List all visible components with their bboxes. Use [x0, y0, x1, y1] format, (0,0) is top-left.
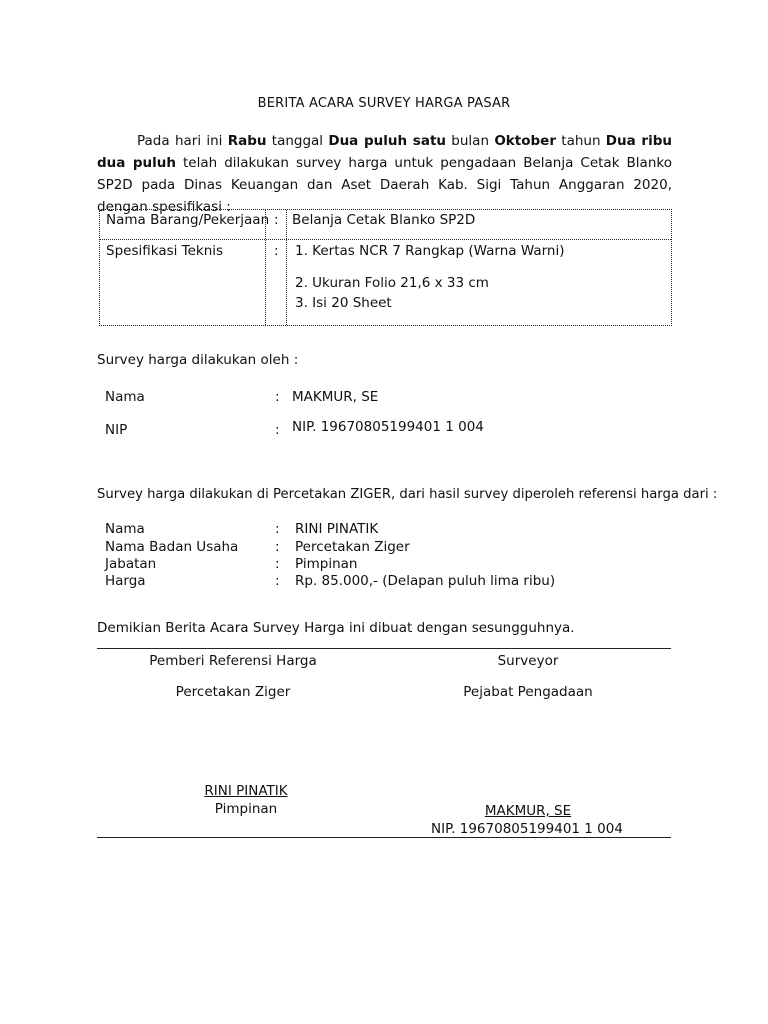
- intro-year: Dua ribu dua puluh: [97, 133, 672, 171]
- reference-value: Percetakan Ziger: [295, 539, 410, 555]
- reference-label: Harga: [105, 573, 146, 589]
- reference-value: Rp. 85.000,- (Delapan puluh lima ribu): [295, 573, 556, 589]
- reference-colon: :: [275, 521, 280, 537]
- spec-row2-colon: :: [274, 243, 279, 259]
- intro-text-5: telah dilakukan survey harga untuk pengadaan Belanja Cetak Blanko SP2D pada Dinas Keuangan dan Aset Daerah Kab. Sigi Tahun Anggaran 2020, dengan spesifikasi :: [97, 155, 672, 215]
- right-signature-org: Pejabat Pengadaan: [463, 684, 593, 700]
- spec-row1-label: Nama Barang/Pekerjaan: [106, 212, 270, 228]
- intro-text-3: bulan: [446, 133, 495, 149]
- spec-item: 3. Isi 20 Sheet: [295, 295, 392, 311]
- reference-colon: :: [275, 573, 280, 589]
- closing-statement: Demikian Berita Acara Survey Harga ini dibuat dengan sesungguhnya.: [97, 620, 575, 636]
- intro-text-2: tanggal: [266, 133, 329, 149]
- reference-label: Nama Badan Usaha: [105, 539, 239, 555]
- surveyor-nip-colon: :: [275, 422, 280, 438]
- signature-bottom-rule: [97, 837, 671, 838]
- intro-text-4: tahun: [555, 133, 606, 149]
- intro-month: Oktober: [494, 133, 556, 149]
- intro-text-1: Pada hari ini: [137, 133, 228, 149]
- spec-table-divider: [286, 210, 287, 325]
- reference-value: Pimpinan: [295, 556, 358, 572]
- surveyor-name-colon: :: [275, 389, 280, 405]
- left-signer-position: Pimpinan: [214, 801, 278, 817]
- intro-date: Dua puluh satu: [328, 133, 447, 149]
- spec-item: 2. Ukuran Folio 21,6 x 33 cm: [295, 275, 489, 291]
- spec-item: 1. Kertas NCR 7 Rangkap (Warna Warni): [295, 243, 565, 259]
- surveyor-name-value: MAKMUR, SE: [292, 389, 379, 405]
- reference-heading: Survey harga dilakukan di Percetakan ZIGER, dari hasil survey diperoleh referensi harga dari :: [97, 487, 718, 502]
- spec-table-row-divider: [100, 239, 671, 240]
- reference-label: Nama: [105, 521, 145, 537]
- left-signature-heading: Pemberi Referensi Harga: [149, 653, 317, 669]
- intro-paragraph: [97, 130, 672, 218]
- spec-row1-value: Belanja Cetak Blanko SP2D: [292, 212, 476, 228]
- document-title: BERITA ACARA SURVEY HARGA PASAR: [257, 96, 511, 111]
- right-signature-heading: Surveyor: [497, 653, 559, 669]
- surveyor-nip-value: NIP. 19670805199401 1 004: [292, 419, 484, 435]
- signature-top-rule: [97, 648, 671, 649]
- right-signer-nip: NIP. 19670805199401 1 004: [431, 821, 623, 837]
- reference-colon: :: [275, 539, 280, 555]
- surveyor-heading: Survey harga dilakukan oleh :: [97, 352, 299, 368]
- spec-row1-colon: :: [274, 212, 279, 228]
- right-signer-name: MAKMUR, SE: [484, 803, 572, 819]
- left-signer-name: RINI PINATIK: [204, 783, 288, 799]
- surveyor-name-label: Nama: [105, 389, 145, 405]
- reference-value: RINI PINATIK: [295, 521, 379, 537]
- reference-colon: :: [275, 556, 280, 572]
- surveyor-nip-label: NIP: [105, 422, 128, 438]
- reference-label: Jabatan: [105, 556, 157, 572]
- left-signature-org: Percetakan Ziger: [175, 684, 291, 700]
- spec-row2-label: Spesifikasi Teknis: [106, 243, 224, 259]
- intro-day: Rabu: [227, 133, 267, 149]
